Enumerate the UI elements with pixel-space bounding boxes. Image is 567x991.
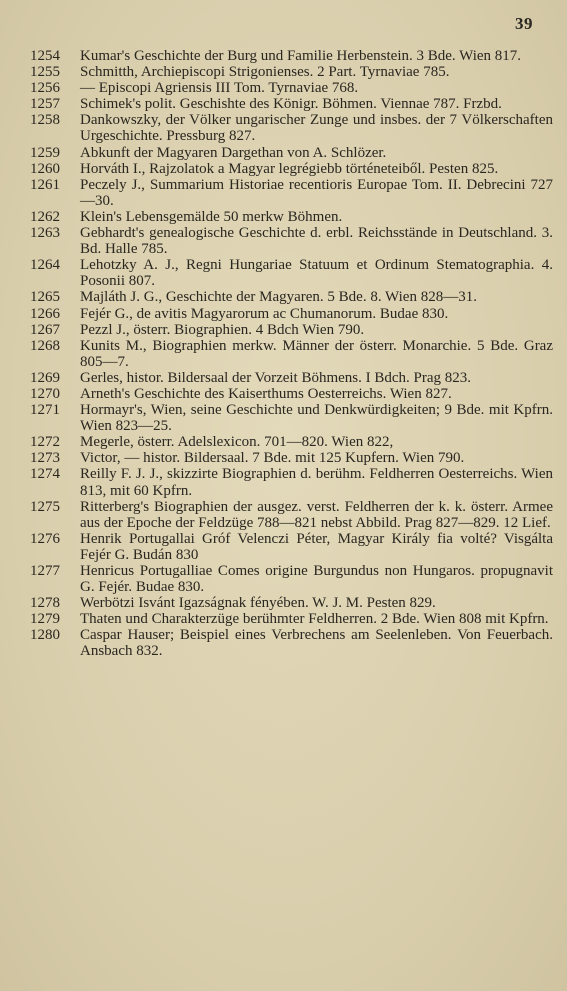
entry-number: 1270 xyxy=(30,385,60,402)
entry-text: Arneth's Geschichte des Kaiserthums Oesterreichs. Wien 827. xyxy=(80,385,452,402)
entry-text: Reilly F. J. J., skizzirte Biographien d. berühm. Feldherren Oesterreichs. Wien 813, mit 60 Kpfrn. xyxy=(80,466,553,499)
catalog-entry xyxy=(0,531,567,563)
catalog-entry xyxy=(0,627,567,659)
entry-number: 1257 xyxy=(30,96,60,113)
entry-text: Horváth I., Rajzolatok a Magyar legrégiebb történeteiből. Pesten 825. xyxy=(80,160,499,177)
entry-number: 1263 xyxy=(30,225,60,242)
catalog-entry xyxy=(0,161,567,177)
entry-number: 1255 xyxy=(30,64,60,81)
entry-number: 1277 xyxy=(30,563,60,579)
entry-number: 1280 xyxy=(30,627,60,644)
catalog-entry xyxy=(0,96,567,112)
entry-number: 1264 xyxy=(30,257,60,274)
catalog-entry xyxy=(0,257,567,289)
catalog-entry xyxy=(0,466,567,498)
catalog-entry xyxy=(0,64,567,80)
catalog-entry xyxy=(0,563,567,595)
catalog-entry xyxy=(0,450,567,466)
catalog-entry xyxy=(0,289,567,305)
entry-text: Caspar Hauser; Beispiel eines Verbrechens am Seelenleben. Von Feuerbach. Ansbach 832. xyxy=(80,627,553,660)
entry-text: Hormayr's, Wien, seine Geschichte und Denkwürdigkeiten; 9 Bde. mit Kpfrn. Wien 823—25. xyxy=(80,402,553,435)
catalog-entry xyxy=(0,386,567,402)
entry-text: Dankowszky, der Völker ungarischer Zunge und insbes. der 7 Völkerschaften Urgeschichte. Pressburg 827. xyxy=(80,112,553,145)
entry-text: Henricus Portugalliae Comes origine Burgundus non Hungaros. propugnavit G. Fejér. Budae 830. xyxy=(80,563,553,596)
entry-number: 1278 xyxy=(30,595,60,612)
catalog-entry xyxy=(0,402,567,434)
catalog-entry xyxy=(0,611,567,627)
entry-text: Megerle, österr. Adelslexicon. 701—820. Wien 822, xyxy=(80,434,394,451)
catalog-entry xyxy=(0,338,567,370)
page-number: 39 xyxy=(515,14,533,33)
catalog-entry xyxy=(0,48,567,64)
entry-text: Victor, — histor. Bildersaal. 7 Bde. mit 125 Kupfern. Wien 790. xyxy=(80,450,465,467)
entry-text: — Episcopi Agriensis III Tom. Tyrnaviae 768. xyxy=(80,80,359,97)
entry-text: Klein's Lebensgemälde 50 merkw Böhmen. xyxy=(80,208,343,225)
entry-text: Abkunft der Magyaren Dargethan von A. Schlözer. xyxy=(80,144,387,161)
catalog-entry xyxy=(0,499,567,531)
entry-text: Peczely J., Summarium Historiae recentioris Europae Tom. II. Debrecini 727—30. xyxy=(80,176,553,209)
entry-text: Ritterberg's Biographien der ausgez. verst. Feldherren der k. k. österr. Armee aus der Epoche der Feldzüge 788—821 nebst Abbild. Prag 827—829. 12 Lief. xyxy=(80,498,553,531)
entry-number: 1276 xyxy=(30,530,60,547)
entry-number: 1256 xyxy=(30,80,60,97)
entry-text: Kunits M., Biographien merkw. Männer der österr. Monarchie. 5 Bde. Graz 805—7. xyxy=(80,337,553,370)
entry-text: Schmitth, Archiepiscopi Strigonienses. 2 Part. Tyrnaviae 785. xyxy=(80,64,450,81)
entry-number: 1259 xyxy=(30,144,60,161)
catalog-entry xyxy=(0,225,567,257)
entry-text: Pezzl J., österr. Biographien. 4 Bdch Wien 790. xyxy=(80,321,365,338)
catalog-entry xyxy=(0,595,567,611)
entry-number: 1267 xyxy=(30,321,60,338)
entry-number: 1271 xyxy=(30,402,60,419)
catalog-entry xyxy=(0,112,567,144)
catalog-entry xyxy=(0,80,567,96)
entry-text: Thaten und Charakterzüge berühmter Feldherren. 2 Bde. Wien 808 mit Kpfrn. xyxy=(80,611,549,628)
entry-number: 1261 xyxy=(30,176,60,193)
catalog-entry xyxy=(0,177,567,209)
entry-number: 1274 xyxy=(30,466,60,483)
catalog-entry xyxy=(0,209,567,225)
entry-text: Gerles, histor. Bildersaal der Vorzeit Böhmens. I Bdch. Prag 823. xyxy=(80,369,472,386)
entry-number: 1260 xyxy=(30,160,60,177)
catalog-entry xyxy=(0,306,567,322)
entry-text: Fejér G., de avitis Magyarorum ac Chumanorum. Budae 830. xyxy=(80,305,449,322)
entry-text: Henrik Portugallai Gróf Velenczi Péter, Magyar Király fia volté? Visgálta Fejér G. Budán 830 xyxy=(80,530,553,563)
entry-number: 1275 xyxy=(30,498,60,515)
entry-text: Gebhardt's genealogische Geschichte d. erbl. Reichsstände in Deutschland. 3. Bd. Halle 785. xyxy=(80,225,553,258)
catalog-entry xyxy=(0,145,567,161)
entry-number: 1269 xyxy=(30,369,60,386)
entry-number: 1272 xyxy=(30,434,60,451)
entry-number: 1265 xyxy=(30,289,60,306)
catalog-entry xyxy=(0,434,567,450)
catalog-entry xyxy=(0,322,567,338)
entry-number: 1258 xyxy=(30,112,60,129)
entry-text: Majláth J. G., Geschichte der Magyaren. 5 Bde. 8. Wien 828—31. xyxy=(80,289,477,306)
entry-number: 1266 xyxy=(30,305,60,322)
entry-number: 1262 xyxy=(30,208,60,225)
entry-text: Kumar's Geschichte der Burg und Familie Herbenstein. 3 Bde. Wien 817. xyxy=(80,48,522,64)
catalog-entry-list xyxy=(0,48,567,660)
entry-text: Werbötzi Isvánt Igazságnak fényében. W. J. M. Pesten 829. xyxy=(80,595,436,612)
entry-number: 1254 xyxy=(30,48,60,64)
entry-number: 1268 xyxy=(30,337,60,354)
entry-number: 1273 xyxy=(30,450,60,467)
entry-number: 1279 xyxy=(30,611,60,628)
entry-text: Schimek's polit. Geschishte des Königr. Böhmen. Viennae 787. Frzbd. xyxy=(80,96,502,113)
entry-text: Lehotzky A. J., Regni Hungariae Statuum et Ordinum Stematographia. 4. Posonii 807. xyxy=(80,257,553,290)
catalog-entry xyxy=(0,370,567,386)
